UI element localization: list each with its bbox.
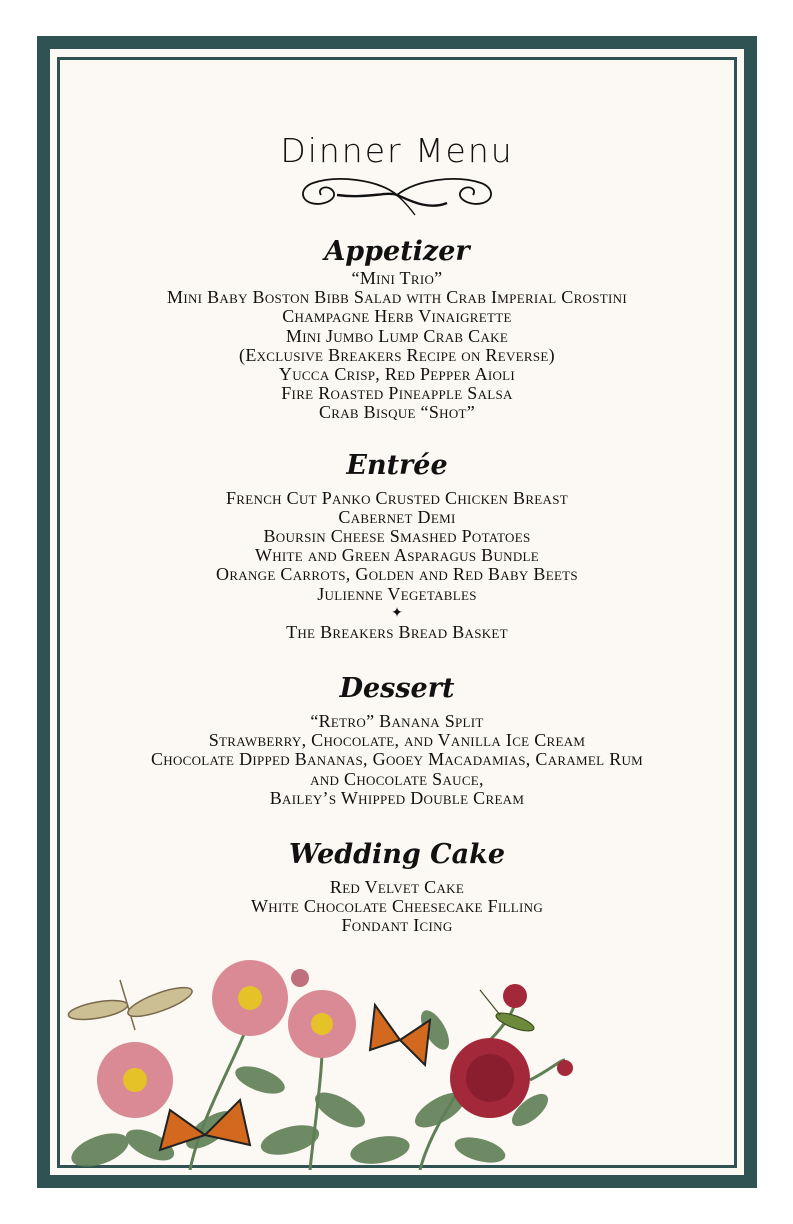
diamond-separator-icon: ✦ bbox=[391, 605, 403, 621]
menu-item: Chocolate Dipped Bananas, Gooey Macadamias, Caramel Rum bbox=[150, 749, 644, 770]
menu-item: Boursin Cheese Smashed Potatoes bbox=[263, 526, 531, 547]
menu-item: Strawberry, Chocolate, and Vanilla Ice Cream bbox=[208, 730, 586, 751]
entree-section bbox=[57, 451, 737, 642]
menu-item: “Retro” Banana Split bbox=[310, 711, 484, 732]
menu-item: The Breakers Bread Basket bbox=[286, 621, 508, 642]
section-heading-dessert: Dessert bbox=[339, 673, 455, 705]
menu-item: Red Velvet Cake bbox=[329, 877, 465, 898]
menu-item: “Mini Trio” bbox=[351, 268, 443, 288]
menu-item: Julienne Vegetables bbox=[317, 583, 477, 604]
menu-item: White and Green Asparagus Bundle bbox=[254, 545, 540, 566]
wedding-cake-items bbox=[57, 878, 737, 936]
dessert-section bbox=[57, 674, 737, 808]
appetizer-section bbox=[57, 237, 737, 423]
section-heading-appetizer: Appetizer bbox=[324, 236, 470, 267]
menu-item: (Exclusive Breakers Recipe on Reverse) bbox=[239, 344, 555, 365]
menu-item: Fondant Icing bbox=[341, 915, 453, 936]
appetizer-items bbox=[57, 269, 737, 423]
menu-item: French Cut Panko Crusted Chicken Breast bbox=[225, 487, 569, 508]
botanical-illustration bbox=[60, 960, 600, 1170]
menu-item: Mini Baby Boston Bibb Salad with Crab Imperial Crostini bbox=[167, 287, 627, 308]
dragonfly bbox=[67, 980, 195, 1030]
menu-item: and Chocolate Sauce, bbox=[310, 768, 484, 789]
dessert-items bbox=[57, 712, 737, 808]
menu-item: White Chocolate Cheesecake Filling bbox=[250, 896, 544, 917]
wedding-cake-section bbox=[57, 840, 737, 936]
menu-item: Orange Carrots, Golden and Red Baby Beets bbox=[216, 564, 578, 585]
red-cabbage-rose bbox=[450, 984, 573, 1118]
menu-item: Fire Roasted Pineapple Salsa bbox=[281, 383, 513, 404]
menu-item: Mini Jumbo Lump Crab Cake bbox=[285, 325, 509, 346]
menu-content bbox=[57, 57, 737, 936]
menu-title: Dinner Menu bbox=[280, 131, 514, 170]
entree-items bbox=[57, 489, 737, 642]
menu-item: Champagne Herb Vinaigrette bbox=[282, 306, 512, 327]
menu-item: Yucca Crisp, Red Pepper Aioli bbox=[278, 364, 516, 385]
menu-item: Cabernet Demi bbox=[338, 506, 456, 527]
section-heading-wedding-cake: Wedding Cake bbox=[288, 839, 506, 871]
section-heading-entree: Entrée bbox=[346, 449, 448, 481]
menu-item: Crab Bisque “Shot” bbox=[318, 402, 476, 423]
scroll-flourish-icon bbox=[297, 173, 497, 217]
menu-item: Bailey’s Whipped Double Cream bbox=[269, 787, 525, 808]
